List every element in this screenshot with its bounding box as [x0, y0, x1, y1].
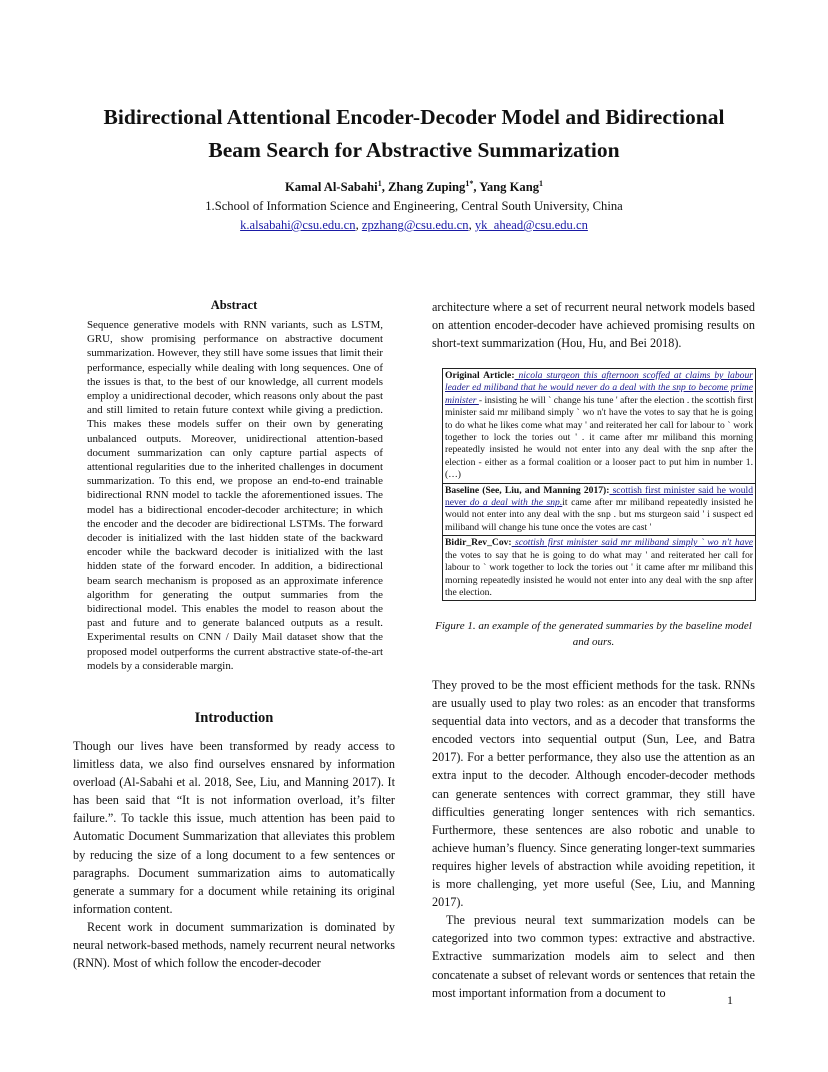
abstract-text: Sequence generative models with RNN variants, such as LSTM, GRU, show promising performance on abstractive document summarization. However, they still have some issues that limit their performance, especially while dealing with long sequences. One of the issues is that, to the best of our knowledge, all current models employ a unidirectional decoder, which reasons only about the past and still limited to retain future context while giving a prediction. This makes these models suffer on their own by generating unbalanced outputs. Moreover, unidirectional attention-based document summarization can only capture partial aspects of attentional regularities due to the inherited challenges in document summarization. To this end, we propose an end-to-end trainable bidirectional RNN model to tackle the aforementioned issues. The model has a bidirectional encoder-decoder architecture; in which the encoder and the decoder are bidirectional LSTMs. The forward decoder is initialized with the last hidden state of the backward encoder while the backward decoder is initialized with the last hidden state of the forward encoder. In addition, a bidirectional beam search mechanism is proposed as an approximate inference algorithm for generating the output summaries from the bidirectional model. This enables the model to reason about the past and future and to generate balanced outputs as a result. Experimental results on CNN / Daily Mail dataset show that the proposed model outperforms the current abstractive state-of-the-art models by a considerable margin.: [87, 319, 383, 672]
author-3-affil: 1: [539, 178, 544, 188]
bidir-label: Bidir_Rev_Cov:: [445, 537, 512, 549]
email-link-2[interactable]: zpzhang@csu.edu.cn: [361, 218, 469, 232]
author-separator: ,: [473, 180, 480, 194]
intro-paragraph-2: Recent work in document summarization is dominated by neural network-based methods, namely recurrent neural networks (RNN). Most of which follow the encoder-decoder: [73, 919, 395, 971]
baseline-underline-2: do a deal with the snp.: [469, 497, 563, 509]
title-line-2: Beam Search for Abstractive Summarization: [208, 138, 620, 162]
author-2: Zhang Zuping: [387, 180, 466, 194]
right-column-continuation: architecture where a set of recurrent neural network models based on attention encoder-decoder have achieved promising results on short-text summarization (Hou, Hu, and Bei 2018).: [432, 300, 755, 351]
author-2-affil: 1*: [465, 178, 474, 188]
introduction-body: [73, 737, 395, 972]
baseline-rest: it came after mr miliband repeatedly insisted he would not enter into any deal with the snp . but ms sturgeon said ' i suspect ed miliband will change his tune once the votes are cast ': [445, 497, 753, 533]
author-separator: ,: [381, 180, 388, 194]
author-1-affil: 1: [377, 178, 382, 188]
original-label: Original Article:: [445, 370, 515, 381]
email-list: [0, 216, 828, 234]
affiliation: 1.School of Information Science and Engineering, Central South University, China: [205, 199, 623, 213]
right-paragraph-1: They proved to be the most efficient methods for the task. RNNs are usually used to play two roles: as an encoder that transforms sequential data into vectors, and as a decoder that transforms the encoded vectors into sequential output (Sun, Lee, and Batra 2017). For a better performance, they also use the attention as an extra input to the decoder. Although encoder-decoder methods can generate sentences with correct grammar, they still have difficulties generating longer sentences with rich semantics. Furthermore, these sentences are also robotic and unable to achieve human’s fluency. Since generating longer-text summaries requires higher levels of abstraction while avoiding repetition, it is more challenging, yet more useful (See, Liu, and Manning 2017).: [432, 678, 755, 910]
email-link-1[interactable]: k.alsabahi@csu.edu.cn: [240, 218, 356, 232]
figure-1-caption: Figure 1. an example of the generated summaries by the baseline model and ours.: [435, 620, 752, 648]
original-rest: - insisting he will ` change his tune ' after the election . the scottish first minister said mr miliband simply ` wo n't have the votes to say that he is going to do what he likes come what may ' and reiterated her call for labour to ` work together to lock the tories out ' . it came after mr miliband this morning repeatedly insisted he would not enter into any deal with the snp after the election - either as a formal coalition or a looser pact to put him in number 1.(…): [445, 394, 753, 481]
title-line-1: Bidirectional Attentional Encoder-Decoder Model and Bidirectional: [103, 105, 725, 129]
abstract-heading: Abstract: [210, 298, 258, 312]
email-link-3[interactable]: yk_ahead@csu.edu.cn: [474, 218, 588, 232]
page-number: 1: [727, 993, 733, 1007]
figure-baseline-summary: [443, 483, 755, 536]
right-paragraph-2: The previous neural text summarization models can be categorized into two common types: extractive and abstractive. Extractive summarization models aim to select and then concatenate a subset of relevant words or sentences that retain the most important information from a document to: [432, 913, 755, 1000]
paper-title: [0, 101, 828, 167]
figure-1-box: [442, 368, 756, 601]
intro-paragraph-1: Though our lives have been transformed by ready access to limitless data, we also find ourselves ensnared by information overload (Al-Sabahi et al. 2018, See, Liu, and Manning 2017). It has been said that “It is not information overload, it’s filter failure.”. To tackle this issue, much attention has been paid to Automatic Document Summarization that alleviates this problem by reducing the size of a long document to a few sentences or paragraphs. Document summarization aims to automatically generate a summary for a document while retaining its original information content.: [73, 739, 395, 916]
figure-bidir-summary: [443, 535, 755, 600]
email-separator: ,: [468, 218, 475, 232]
introduction-heading: Introduction: [194, 710, 274, 726]
right-column-body: [432, 676, 755, 1002]
bidir-rest: the votes to say that he is going to do what may ' and reiterated her call for labour to ` work together to lock the tories out ' it came after mr miliband this morning repeatedly insisted he would not enter into any deal with the snp after the election.: [445, 549, 753, 598]
author-1: Kamal Al-Sabahi: [284, 180, 378, 194]
baseline-label: Baseline (See, Liu, and Manning 2017):: [445, 484, 610, 496]
original-highlight: nicola sturgeon this afternoon scoffed at claims by labour leader ed miliband that he would never do a deal with the snp to become prime minister: [445, 370, 753, 406]
author-3: Yang Kang: [479, 180, 540, 194]
baseline-underline-1: scottish first minister said he would never: [445, 484, 753, 509]
author-list: [0, 178, 828, 196]
email-separator: ,: [355, 218, 362, 232]
bidir-highlight: scottish first minister said mr miliband simply ` wo n't have: [511, 537, 753, 549]
figure-original-article: [443, 369, 755, 483]
